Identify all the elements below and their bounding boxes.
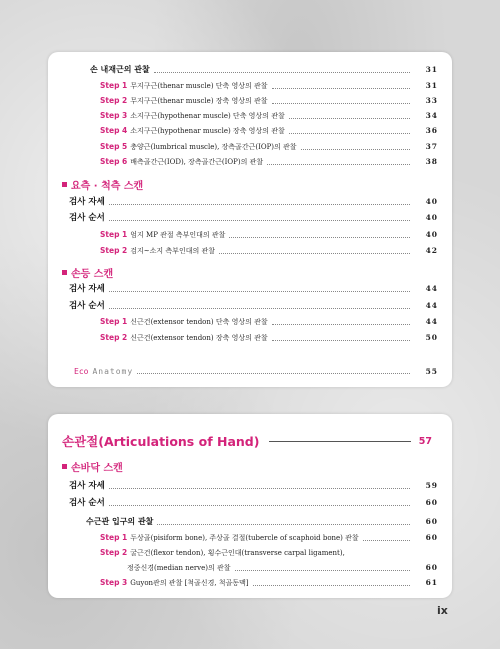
dot-leader	[272, 324, 410, 325]
toc-step-2[interactable]	[48, 330, 452, 346]
toc-step-5[interactable]	[48, 139, 452, 155]
toc-step-1[interactable]	[48, 227, 452, 243]
chapter-page: 57	[418, 435, 432, 447]
section-dorsal-scan[interactable]	[62, 264, 113, 280]
toc-step-3[interactable]	[48, 108, 452, 124]
dot-leader	[157, 524, 410, 525]
step-label: Step 2	[100, 246, 128, 255]
entry-label: 검사 순서	[69, 301, 105, 311]
entry-label: 검사 자세	[69, 481, 105, 491]
toc-panel-upper	[48, 52, 452, 387]
step-label: Step 4	[100, 126, 128, 135]
dot-leader	[219, 253, 410, 254]
step-page: 50	[425, 333, 438, 342]
step-page: 34	[425, 111, 438, 120]
section-title: 손바닥 스캔	[71, 462, 123, 474]
section-radial-ulnar-scan[interactable]	[62, 176, 143, 192]
step-label: Step 2	[100, 333, 128, 342]
toc-step-2[interactable]	[48, 243, 452, 259]
section-palm-scan[interactable]	[62, 458, 123, 474]
anatomy-word: Anatomy	[92, 366, 134, 376]
chapter-title: 손관절(Articulations of Hand)	[62, 434, 260, 449]
toc-step-6[interactable]	[48, 154, 452, 170]
dot-leader	[272, 88, 410, 89]
toc-entry-eco-anatomy[interactable]	[48, 363, 452, 379]
entry-label: 수근관 입구의 관찰	[86, 517, 154, 526]
entry-page: 59	[425, 481, 438, 490]
toc-step-2[interactable]	[48, 545, 452, 561]
step-label: Step 2	[100, 548, 128, 557]
step-label: Step 1	[100, 317, 128, 326]
toc-entry-posture[interactable]	[48, 194, 452, 210]
toc-entry-order[interactable]	[48, 298, 452, 314]
toc-entry-posture[interactable]	[48, 281, 452, 297]
dot-leader	[267, 164, 410, 165]
step-label: Step 3	[100, 111, 128, 120]
entry-page: 60	[425, 517, 438, 526]
toc-entry-posture[interactable]	[48, 478, 452, 494]
step-text: 신근건(extensor tendon) 장축 영상의 관찰	[130, 334, 268, 342]
toc-step-1[interactable]	[48, 314, 452, 330]
step-label: Step 3	[100, 578, 128, 587]
entry-page: 40	[425, 213, 438, 222]
step-text: 충양근(lumbrical muscle), 장측골간근(IOP)의 관찰	[130, 143, 297, 151]
chapter-rule	[269, 441, 410, 442]
step-text: 엄지 MP 관절 측부인대의 관찰	[130, 231, 226, 239]
step-text: 정중신경(median nerve)의 관찰	[127, 564, 231, 572]
dot-leader	[109, 291, 410, 292]
dot-leader	[109, 488, 410, 489]
step-page: 42	[425, 246, 438, 255]
dot-leader	[301, 149, 410, 150]
dot-leader	[154, 72, 410, 73]
toc-step-2[interactable]	[48, 93, 452, 109]
step-label: Step 2	[100, 96, 128, 105]
toc-step-2-continuation[interactable]	[48, 560, 452, 576]
step-text: 두상골(pisiform bone), 주상골 결절(tubercle of scaphoid bone) 관찰	[130, 534, 359, 542]
dot-leader	[109, 204, 410, 205]
entry-label: 손 내재근의 관찰	[90, 65, 150, 74]
toc-step-4[interactable]	[48, 123, 452, 139]
entry-label: 검사 순서	[69, 498, 105, 508]
dot-leader	[363, 540, 410, 541]
step-text: 무지구근(thenar muscle) 장축 영상의 관찰	[130, 97, 268, 105]
step-page: 31	[425, 81, 438, 90]
step-page: 44	[425, 317, 438, 326]
entry-page: 44	[425, 284, 438, 293]
toc-entry-carpal-tunnel[interactable]	[48, 514, 452, 530]
section-title: 요측 · 척측 스캔	[71, 180, 144, 192]
step-text: 소지구근(hypothenar muscle) 장축 영상의 관찰	[130, 127, 285, 135]
step-page: 36	[425, 126, 438, 135]
step-label: Step 6	[100, 157, 128, 166]
dot-leader	[229, 237, 410, 238]
dot-leader	[272, 103, 410, 104]
step-text: 소지구근(hypothenar muscle) 단축 영상의 관찰	[130, 112, 285, 120]
page-number: ix	[437, 604, 448, 617]
entry-page: 55	[425, 366, 438, 376]
section-square-icon	[62, 464, 67, 469]
step-text: 배측골간근(IOD), 장측골간근(IOP)의 관찰	[130, 158, 264, 166]
section-square-icon	[62, 182, 67, 187]
dot-leader	[289, 118, 410, 119]
dot-leader	[253, 585, 410, 586]
step-page: 38	[425, 157, 438, 166]
step-label: Step 1	[100, 81, 128, 90]
dot-leader	[109, 308, 410, 309]
step-text: 검지~소지 측부인대의 관찰	[130, 247, 215, 255]
dot-leader	[235, 570, 410, 571]
chapter-heading[interactable]	[62, 430, 438, 452]
entry-page: 31	[425, 65, 438, 74]
step-label: Step 1	[100, 533, 128, 542]
toc-entry-hand-intrinsic[interactable]	[48, 62, 452, 78]
step-label: Step 5	[100, 142, 128, 151]
entry-label: 검사 자세	[69, 197, 105, 207]
entry-page: 44	[425, 301, 438, 310]
eco-word: Eco	[74, 366, 89, 376]
step-text: 무지구근(thenar muscle) 단축 영상의 관찰	[130, 82, 268, 90]
step-page: 33	[425, 96, 438, 105]
section-square-icon	[62, 270, 67, 275]
toc-entry-order[interactable]	[48, 495, 452, 511]
step-page: 60	[425, 533, 438, 542]
section-title: 손등 스캔	[71, 268, 114, 280]
dot-leader	[109, 220, 410, 221]
step-label: Step 1	[100, 230, 128, 239]
entry-label: 검사 순서	[69, 213, 105, 223]
entry-label: 검사 자세	[69, 284, 105, 294]
step-page: 37	[425, 142, 438, 151]
step-page: 61	[425, 578, 438, 587]
step-text: Guyon관의 관찰 [척골신경, 척골동맥]	[130, 579, 249, 587]
toc-entry-order[interactable]	[48, 210, 452, 226]
toc-panel-lower	[48, 414, 452, 598]
dot-leader	[109, 505, 410, 506]
dot-leader	[289, 133, 410, 134]
step-text: 신근건(extensor tendon) 단축 영상의 관찰	[130, 318, 268, 326]
toc-step-1[interactable]	[48, 78, 452, 94]
entry-page: 40	[425, 197, 438, 206]
toc-step-3[interactable]	[48, 575, 452, 591]
entry-page: 60	[425, 498, 438, 507]
dot-leader	[137, 373, 410, 374]
step-text: 굴근건(flexor tendon), 횡수근인대(transverse carpal ligament),	[130, 549, 345, 557]
step-page: 60	[425, 563, 438, 572]
dot-leader	[272, 340, 410, 341]
step-page: 40	[425, 230, 438, 239]
toc-step-1[interactable]	[48, 530, 452, 546]
